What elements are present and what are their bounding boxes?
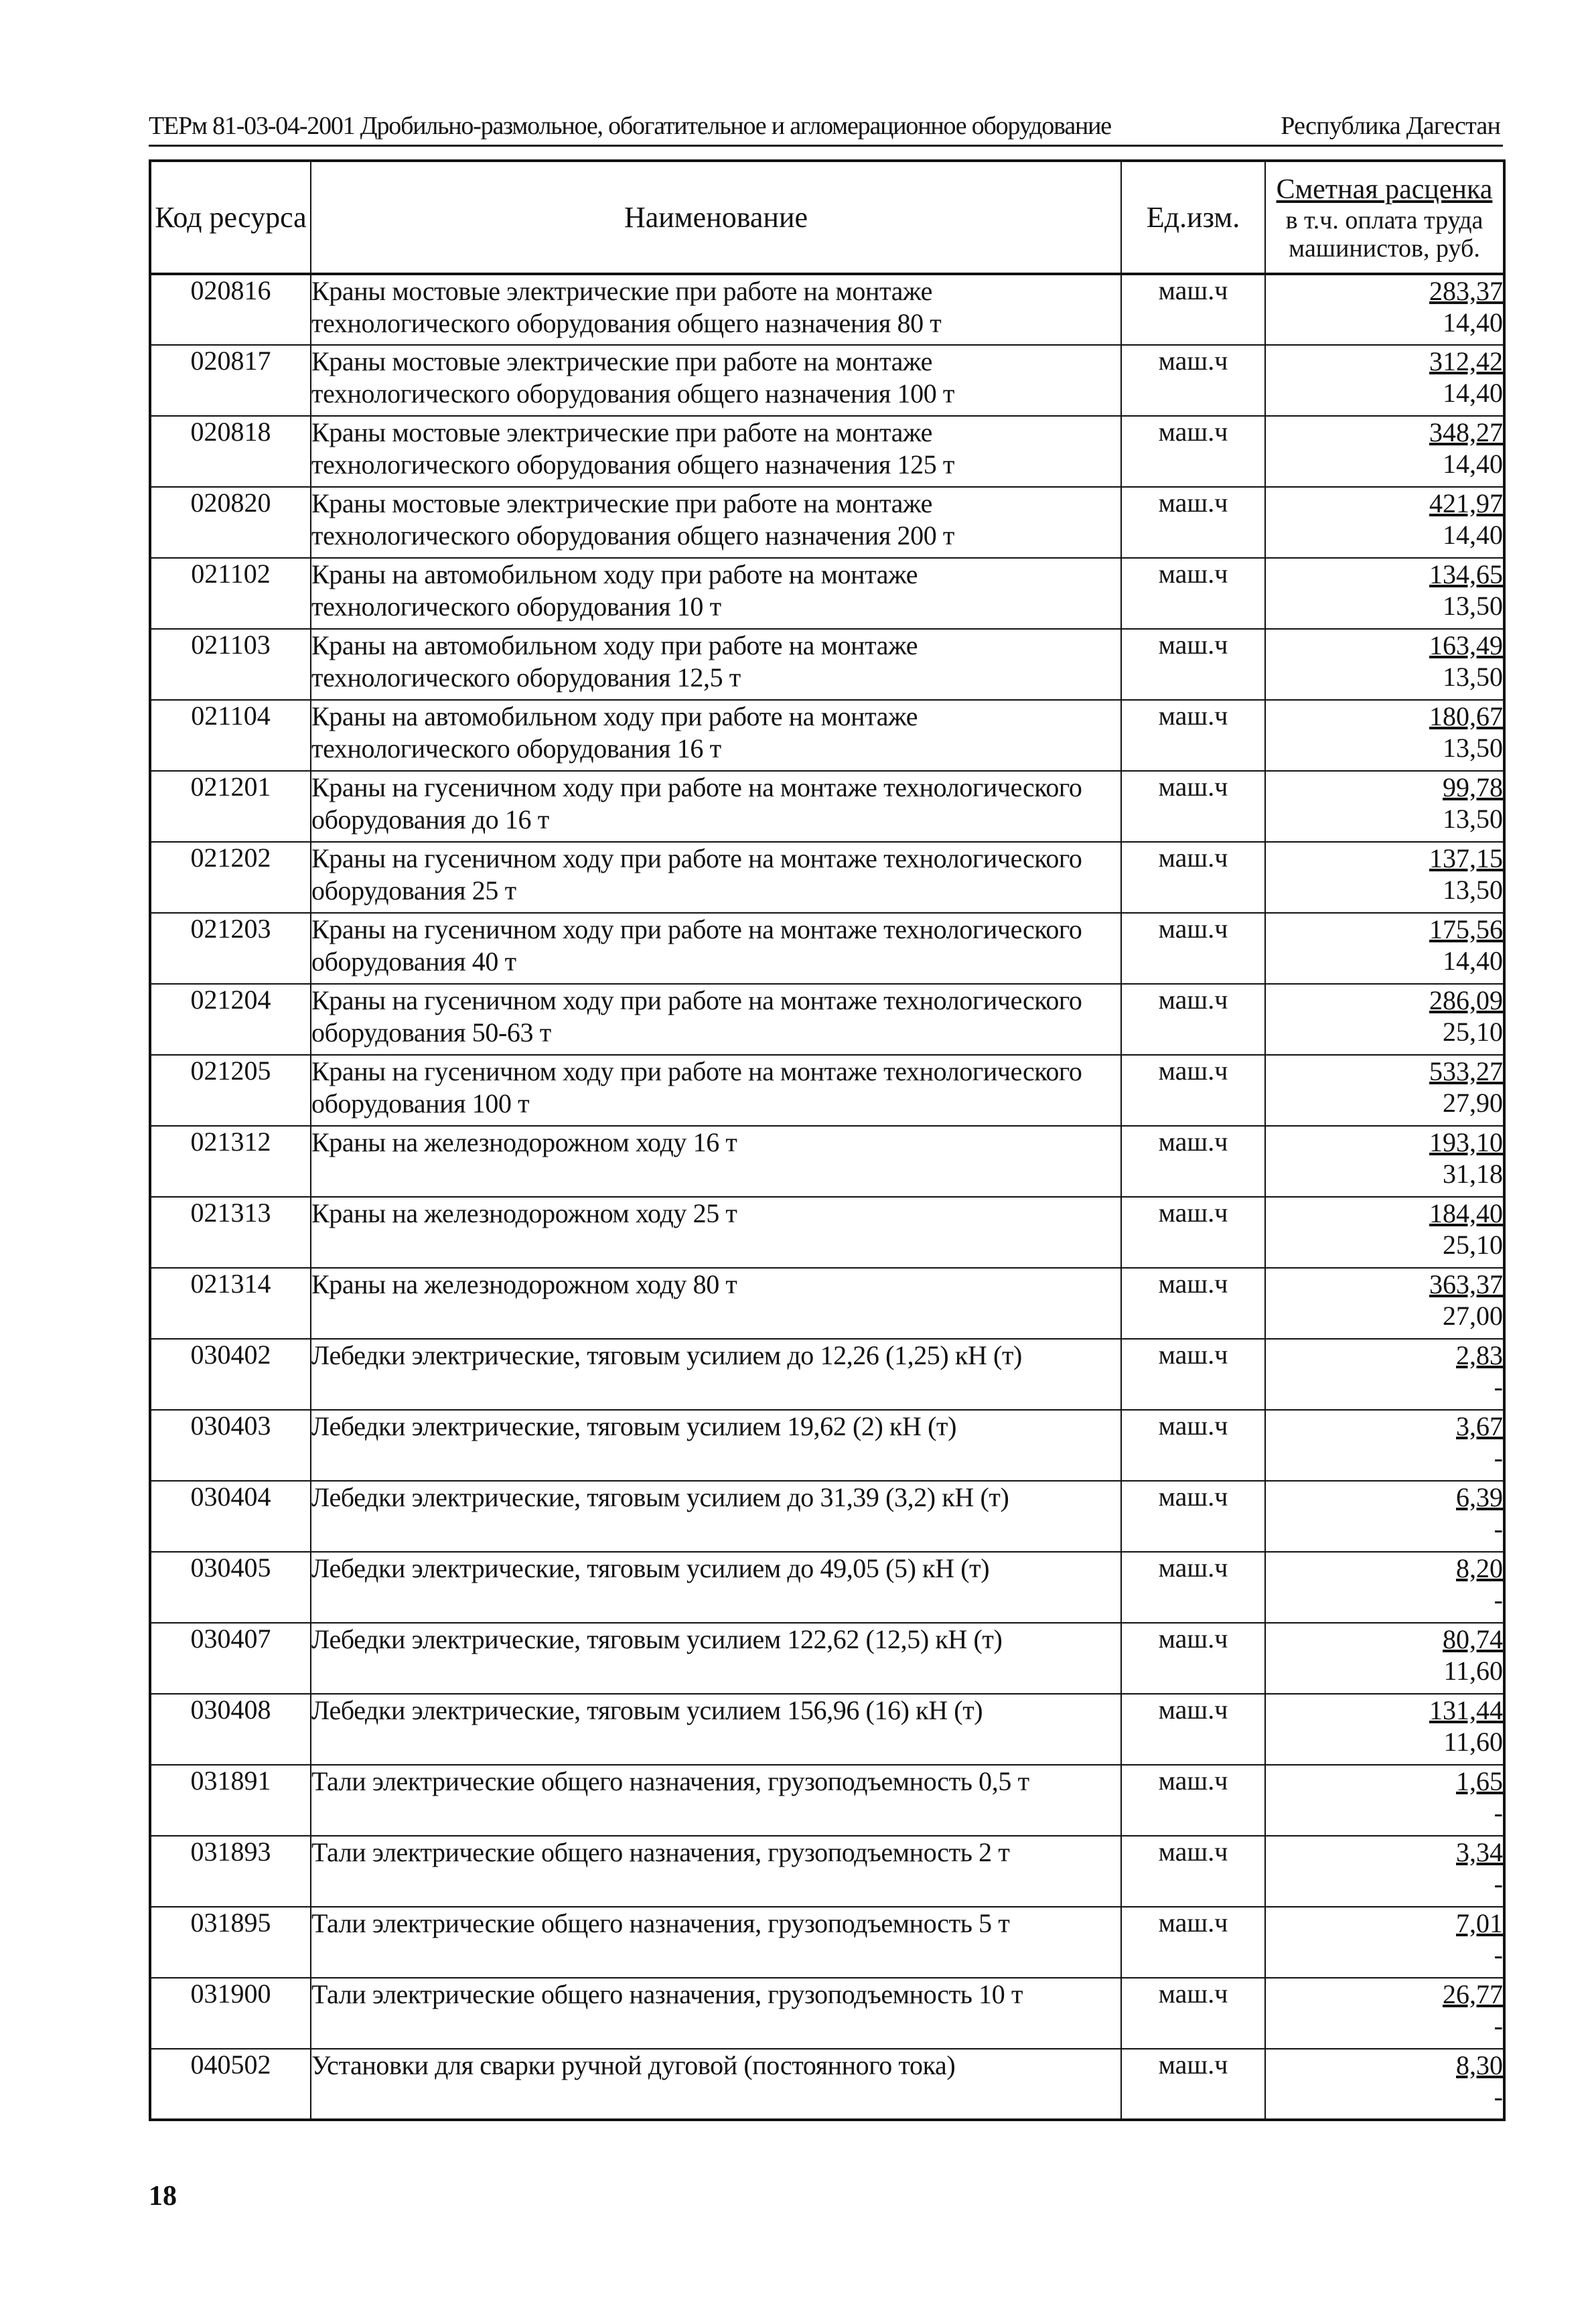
- column-header-rate: [1265, 161, 1504, 274]
- rate-cell: [1265, 1339, 1504, 1410]
- unit-of-measure: маш.ч: [1121, 1197, 1265, 1268]
- resource-code: 031900: [150, 1978, 311, 2049]
- resource-code: 021201: [150, 771, 311, 842]
- resource-name: Краны на автомобильном ходу при работе на монтаже технологического оборудования 10 т: [311, 558, 1121, 629]
- estimated-rate: 175,56: [1429, 914, 1503, 944]
- resource-name: Тали электрические общего назначения, грузоподъемность 2 т: [311, 1836, 1121, 1907]
- resource-code: 021203: [150, 913, 311, 984]
- column-header-unit: Ед.изм.: [1121, 161, 1265, 274]
- operator-wage: 14,40: [1443, 378, 1503, 408]
- operator-wage: -: [1494, 1585, 1503, 1615]
- resource-code: 030408: [150, 1694, 311, 1765]
- rate-cell: [1265, 1055, 1504, 1126]
- unit-of-measure: маш.ч: [1121, 1481, 1265, 1552]
- table-row: [150, 700, 1504, 771]
- resource-code: 021314: [150, 1268, 311, 1339]
- resource-name: Краны на железнодорожном ходу 16 т: [311, 1126, 1121, 1197]
- estimated-rate: 8,20: [1456, 1553, 1503, 1583]
- table-row: [150, 1907, 1504, 1978]
- unit-of-measure: маш.ч: [1121, 487, 1265, 558]
- table-row: [150, 1197, 1504, 1268]
- table-row: [150, 984, 1504, 1055]
- operator-wage: 14,40: [1443, 307, 1503, 338]
- resource-code: 021104: [150, 700, 311, 771]
- estimated-rate: 348,27: [1429, 417, 1503, 447]
- rate-cell: [1265, 416, 1504, 487]
- operator-wage: -: [1494, 2082, 1503, 2112]
- resource-code: 021103: [150, 629, 311, 700]
- rate-cell: [1265, 345, 1504, 416]
- rate-cell: [1265, 700, 1504, 771]
- estimated-rate: 80,74: [1443, 1624, 1503, 1654]
- resource-name: Лебедки электрические, тяговым усилием 19,62 (2) кН (т): [311, 1410, 1121, 1481]
- operator-wage: 25,10: [1443, 1230, 1503, 1260]
- unit-of-measure: маш.ч: [1121, 1339, 1265, 1410]
- operator-wage: -: [1494, 1940, 1503, 1970]
- table-row: [150, 771, 1504, 842]
- rate-cell: [1265, 629, 1504, 700]
- table-row: [150, 345, 1504, 416]
- table-row: [150, 842, 1504, 913]
- table-row: [150, 1694, 1504, 1765]
- table-row: [150, 487, 1504, 558]
- rate-cell: [1265, 1268, 1504, 1339]
- table-row: [150, 1765, 1504, 1836]
- table-row: [150, 1552, 1504, 1623]
- running-header: [149, 107, 1503, 147]
- unit-of-measure: маш.ч: [1121, 345, 1265, 416]
- rate-cell: [1265, 1481, 1504, 1552]
- resource-code: 021204: [150, 984, 311, 1055]
- operator-wage: -: [1494, 1372, 1503, 1402]
- resource-name: Краны на гусеничном ходу при работе на монтаже технологического оборудования до 16 т: [311, 771, 1121, 842]
- rate-cell: [1265, 1694, 1504, 1765]
- operator-wage: 13,50: [1443, 804, 1503, 834]
- rate-cell: [1265, 771, 1504, 842]
- operator-wage: 11,60: [1443, 1656, 1503, 1686]
- operator-wage: 14,40: [1443, 449, 1503, 479]
- rate-cell: [1265, 842, 1504, 913]
- unit-of-measure: маш.ч: [1121, 1623, 1265, 1694]
- column-header-name: Наименование: [311, 161, 1121, 274]
- unit-of-measure: маш.ч: [1121, 842, 1265, 913]
- estimated-rate: 131,44: [1429, 1695, 1503, 1725]
- resource-code: 030402: [150, 1339, 311, 1410]
- resource-name: Краны на автомобильном ходу при работе на монтаже технологического оборудования 16 т: [311, 700, 1121, 771]
- resource-code: 021202: [150, 842, 311, 913]
- table-row: [150, 1055, 1504, 1126]
- resource-name: Лебедки электрические, тяговым усилием до 31,39 (3,2) кН (т): [311, 1481, 1121, 1552]
- unit-of-measure: маш.ч: [1121, 1765, 1265, 1836]
- unit-of-measure: маш.ч: [1121, 558, 1265, 629]
- resource-code: 031893: [150, 1836, 311, 1907]
- resource-code: 030407: [150, 1623, 311, 1694]
- resource-name: Краны на гусеничном ходу при работе на монтаже технологического оборудования 40 т: [311, 913, 1121, 984]
- estimated-rate: 421,97: [1429, 488, 1503, 518]
- resource-name: Краны мостовые электрические при работе на монтаже технологического оборудования общего назначения 80 т: [311, 274, 1121, 345]
- table-row: [150, 1410, 1504, 1481]
- operator-wage: -: [1494, 2011, 1503, 2041]
- estimated-rate: 137,15: [1429, 843, 1503, 873]
- resource-code: 020818: [150, 416, 311, 487]
- resource-name: Краны мостовые электрические при работе на монтаже технологического оборудования общего назначения 100 т: [311, 345, 1121, 416]
- table-row: [150, 416, 1504, 487]
- table-header-row: [150, 161, 1504, 274]
- operator-wage: 27,00: [1443, 1301, 1503, 1331]
- unit-of-measure: маш.ч: [1121, 2049, 1265, 2120]
- column-header-code: Код ресурса: [150, 161, 311, 274]
- unit-of-measure: маш.ч: [1121, 913, 1265, 984]
- resource-name: Тали электрические общего назначения, грузоподъемность 5 т: [311, 1907, 1121, 1978]
- resource-code: 020820: [150, 487, 311, 558]
- estimated-rate: 2,83: [1456, 1340, 1503, 1370]
- resource-name: Краны мостовые электрические при работе на монтаже технологического оборудования общего назначения 200 т: [311, 487, 1121, 558]
- operator-wage: -: [1494, 1798, 1503, 1828]
- estimated-rate: 312,42: [1429, 346, 1503, 376]
- resource-name: Лебедки электрические, тяговым усилием 156,96 (16) кН (т): [311, 1694, 1121, 1765]
- table-row: [150, 913, 1504, 984]
- rate-cell: [1265, 1126, 1504, 1197]
- resource-code: 030404: [150, 1481, 311, 1552]
- unit-of-measure: маш.ч: [1121, 1055, 1265, 1126]
- estimated-rate: 6,39: [1456, 1482, 1503, 1512]
- resource-name: Краны на гусеничном ходу при работе на монтаже технологического оборудования 100 т: [311, 1055, 1121, 1126]
- estimated-rate: 283,37: [1429, 276, 1503, 306]
- resource-name: Краны на гусеничном ходу при работе на монтаже технологического оборудования 25 т: [311, 842, 1121, 913]
- rate-cell: [1265, 2049, 1504, 2120]
- rate-cell: [1265, 984, 1504, 1055]
- rate-cell: [1265, 1552, 1504, 1623]
- unit-of-measure: маш.ч: [1121, 700, 1265, 771]
- operator-wage: -: [1494, 1869, 1503, 1899]
- table-row: [150, 2049, 1504, 2120]
- resource-name: Краны на гусеничном ходу при работе на монтаже технологического оборудования 50-63 т: [311, 984, 1121, 1055]
- rate-cell: [1265, 1623, 1504, 1694]
- resource-rates-table: [149, 159, 1506, 2121]
- resource-code: 031895: [150, 1907, 311, 1978]
- resource-code: 021102: [150, 558, 311, 629]
- resource-name: Установки для сварки ручной дуговой (постоянного тока): [311, 2049, 1121, 2120]
- unit-of-measure: маш.ч: [1121, 1694, 1265, 1765]
- resource-name: Краны на железнодорожном ходу 25 т: [311, 1197, 1121, 1268]
- operator-wage: 25,10: [1443, 1017, 1503, 1047]
- table-row: [150, 629, 1504, 700]
- operator-wage: 11,60: [1443, 1727, 1503, 1757]
- resource-code: 031891: [150, 1765, 311, 1836]
- unit-of-measure: маш.ч: [1121, 1836, 1265, 1907]
- estimated-rate: 3,34: [1456, 1837, 1503, 1867]
- unit-of-measure: маш.ч: [1121, 984, 1265, 1055]
- resource-code: 021313: [150, 1197, 311, 1268]
- resource-name: Тали электрические общего назначения, грузоподъемность 10 т: [311, 1978, 1121, 2049]
- rate-cell: [1265, 1836, 1504, 1907]
- unit-of-measure: маш.ч: [1121, 1268, 1265, 1339]
- rate-cell: [1265, 1410, 1504, 1481]
- table-row: [150, 274, 1504, 345]
- estimated-rate: 184,40: [1429, 1198, 1503, 1228]
- rate-title: Сметная расценка: [1276, 173, 1493, 205]
- table-row: [150, 1481, 1504, 1552]
- resource-name: Краны мостовые электрические при работе на монтаже технологического оборудования общего назначения 125 т: [311, 416, 1121, 487]
- operator-wage: -: [1494, 1443, 1503, 1473]
- estimated-rate: 163,49: [1429, 630, 1503, 660]
- region-label: Республика Дагестан: [1281, 112, 1500, 140]
- resource-code: 040502: [150, 2049, 311, 2120]
- operator-wage: 13,50: [1443, 875, 1503, 905]
- operator-wage: 13,50: [1443, 662, 1503, 692]
- operator-wage: 13,50: [1443, 591, 1503, 621]
- resource-code: 020817: [150, 345, 311, 416]
- rate-cell: [1265, 1197, 1504, 1268]
- unit-of-measure: маш.ч: [1121, 1410, 1265, 1481]
- estimated-rate: 286,09: [1429, 985, 1503, 1015]
- table-row: [150, 558, 1504, 629]
- estimated-rate: 180,67: [1429, 701, 1503, 731]
- resource-code: 021312: [150, 1126, 311, 1197]
- resource-name: Лебедки электрические, тяговым усилием до 12,26 (1,25) кН (т): [311, 1339, 1121, 1410]
- rate-cell: [1265, 1907, 1504, 1978]
- rate-cell: [1265, 913, 1504, 984]
- estimated-rate: 3,67: [1456, 1411, 1503, 1441]
- estimated-rate: 134,65: [1429, 559, 1503, 589]
- unit-of-measure: маш.ч: [1121, 1126, 1265, 1197]
- table-row: [150, 1836, 1504, 1907]
- unit-of-measure: маш.ч: [1121, 1978, 1265, 2049]
- unit-of-measure: маш.ч: [1121, 771, 1265, 842]
- rate-cell: [1265, 558, 1504, 629]
- resource-code: 030403: [150, 1410, 311, 1481]
- estimated-rate: 99,78: [1443, 772, 1503, 802]
- unit-of-measure: маш.ч: [1121, 1552, 1265, 1623]
- rate-cell: [1265, 1978, 1504, 2049]
- rate-cell: [1265, 274, 1504, 345]
- table-row: [150, 1126, 1504, 1197]
- table-row: [150, 1339, 1504, 1410]
- unit-of-measure: маш.ч: [1121, 274, 1265, 345]
- resource-name: Лебедки электрические, тяговым усилием 122,62 (12,5) кН (т): [311, 1623, 1121, 1694]
- rate-cell: [1265, 1765, 1504, 1836]
- estimated-rate: 26,77: [1443, 1979, 1503, 2009]
- table-row: [150, 1623, 1504, 1694]
- unit-of-measure: маш.ч: [1121, 416, 1265, 487]
- operator-wage: -: [1494, 1514, 1503, 1544]
- resource-name: Краны на железнодорожном ходу 80 т: [311, 1268, 1121, 1339]
- resource-code: 030405: [150, 1552, 311, 1623]
- operator-wage: 13,50: [1443, 733, 1503, 763]
- operator-wage: 14,40: [1443, 946, 1503, 976]
- resource-code: 021205: [150, 1055, 311, 1126]
- table-row: [150, 1268, 1504, 1339]
- resource-code: 020816: [150, 274, 311, 345]
- estimated-rate: 533,27: [1429, 1056, 1503, 1086]
- rate-cell: [1265, 487, 1504, 558]
- operator-wage: 14,40: [1443, 520, 1503, 550]
- unit-of-measure: маш.ч: [1121, 629, 1265, 700]
- resource-name: Лебедки электрические, тяговым усилием до 49,05 (5) кН (т): [311, 1552, 1121, 1623]
- page-number: 18: [149, 2181, 177, 2212]
- rate-subtitle: в т.ч. оплата труда машинистов, руб.: [1285, 206, 1483, 263]
- estimated-rate: 363,37: [1429, 1269, 1503, 1299]
- estimated-rate: 193,10: [1429, 1127, 1503, 1157]
- estimated-rate: 8,30: [1456, 2050, 1503, 2080]
- resource-name: Краны на автомобильном ходу при работе на монтаже технологического оборудования 12,5 т: [311, 629, 1121, 700]
- resource-name: Тали электрические общего назначения, грузоподъемность 0,5 т: [311, 1765, 1121, 1836]
- table-row: [150, 1978, 1504, 2049]
- operator-wage: 31,18: [1443, 1159, 1503, 1189]
- unit-of-measure: маш.ч: [1121, 1907, 1265, 1978]
- document-title: ТЕРм 81-03-04-2001 Дробильно-размольное, обогатительное и агломерационное оборудование: [149, 112, 1111, 140]
- estimated-rate: 1,65: [1456, 1766, 1503, 1796]
- operator-wage: 27,90: [1443, 1088, 1503, 1118]
- estimated-rate: 7,01: [1456, 1908, 1503, 1938]
